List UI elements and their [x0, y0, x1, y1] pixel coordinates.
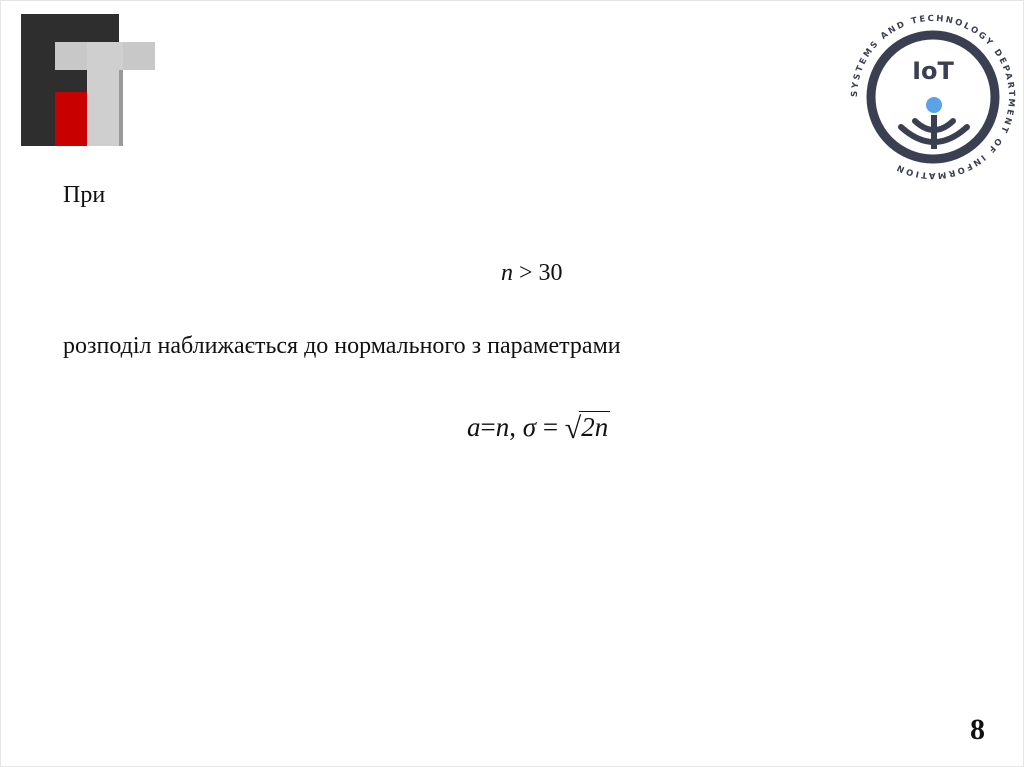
condition-value: 30 — [538, 260, 563, 286]
condition-operator: > — [519, 260, 533, 286]
formula-comma: , — [509, 412, 516, 442]
description-text: розподіл наближається до нормального з параметрами — [63, 333, 621, 359]
logo-ring-text: SYSTEMS AND TECHNOLOGY DEPARTMENT OF INFORMATION — [849, 13, 1017, 181]
iot-department-logo — [845, 9, 1021, 185]
intro-text: При — [63, 182, 106, 208]
formula-sigma: σ — [522, 412, 537, 442]
formula-n: n — [495, 412, 510, 442]
page-number: 8 — [970, 713, 985, 746]
formula-equals-1: = — [480, 412, 496, 442]
formula-equals-2: = — [542, 412, 559, 442]
condition-variable: n — [501, 260, 513, 286]
condition-expression — [501, 259, 563, 287]
logo-center-text: IoT — [912, 57, 954, 85]
parameters-formula — [467, 411, 610, 451]
sqrt-sign: √ — [564, 412, 582, 445]
sqrt-argument: 2n — [581, 412, 609, 442]
ft-logo — [21, 14, 157, 148]
sqrt-expression — [565, 411, 610, 446]
formula-a: a — [467, 412, 481, 442]
